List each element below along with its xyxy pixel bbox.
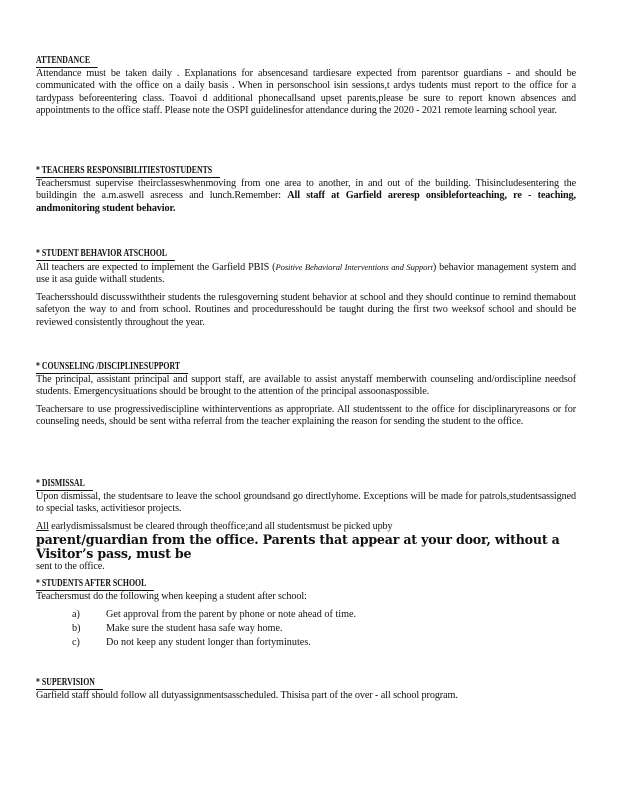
list-item xyxy=(72,608,576,622)
teachers-bold-text: All staff at Garfield areresp onsibleforteaching, re - teaching, andmonitoring student behavior. xyxy=(36,190,576,214)
attendance-heading: ATTENDANCE xyxy=(36,55,98,68)
supervision-text: Garfield staff should follow all dutyassignmentsasscheduled. Thisisa part of the over - all school program. xyxy=(36,690,458,701)
after-school-heading: * STUDENTS AFTER SCHOOL xyxy=(36,578,154,591)
dismissal-emphasis: parent/guardian from the office. Parents that appear at your door, without a Visitor’s pass, must be xyxy=(36,532,560,562)
teachers-body: Teachersmust supervise theirclasseswhenmoving from one area to another, in and out of the building. Thisincludesentering the buildingin the a.m.aswell asrecess and lunch.Remember: xyxy=(36,178,576,202)
teachers-heading: * TEACHERS RESPONSIBILITIESTOSTUDENTS xyxy=(36,165,220,178)
behavior-text-a: All teachers are expected to implement the Garfield PBIS ( xyxy=(36,262,276,273)
behavior-text-2: Teachersshould discusswiththeir students the rulesgoverning student behavior at school and they should continue to remind themabout safetyon the way to and from school. Routines and proceduresshould be taught during the first two weeksof school and should be reviewed consistently throughout the year. xyxy=(36,291,576,328)
attendance-text: Attendance must be taken daily . Explanations for absencesand tardiesare expected from parentsor guardians - and should be communicated with the office on a daily basis . When in personschool isin sessions,t ardys tudents must report to the office for a tardypass beforeentering class. Toavoi d additional phonecallsand upset parents,please be sure to report known absences and appointments to the office staff. Please note the OSPI guidelinesfor attendance during the 2020 - 2021 remote learning school year. xyxy=(36,68,576,117)
dismissal-all: All xyxy=(36,520,49,532)
behavior-heading: * STUDENT BEHAVIOR ATSCHOOL xyxy=(36,248,175,261)
behavior-text xyxy=(36,261,576,287)
after-school-section xyxy=(36,573,576,649)
dismissal-section xyxy=(36,473,576,574)
counseling-text-2: Teachersare to use progressivediscipline withinterventions as appropriate. All studentssent to the office for disciplinaryreasons or for counseling needs, should be sent witha referral from the teacher explaining the reason for sending the student to the office. xyxy=(36,403,576,428)
list-marker: c) xyxy=(72,636,80,648)
dismissal-text-3: sent to the office. xyxy=(36,561,105,573)
list-item xyxy=(72,636,576,650)
dismissal-text-2b: earlydismissalsmust be cleared through theoffice;and all studentsmust be picked upby xyxy=(48,520,393,532)
teachers-text xyxy=(36,178,576,215)
list-item-text: Do not keep any student longer than fortyminutes. xyxy=(106,636,311,648)
supervision-section xyxy=(36,672,576,702)
list-item-text: Get approval from the parent by phone or note ahead of time. xyxy=(106,609,357,621)
counseling-text: The principal, assistant principal and support staff, are available to assist anystaff memberwith counseling and/ordiscipline needsof students. Emergencysituations should be brought to the attention of the principal assoonaspossible. xyxy=(36,374,576,398)
list-item-text: Make sure the student hasa safe way home. xyxy=(106,623,283,634)
after-school-list xyxy=(72,608,576,649)
counseling-section xyxy=(36,356,576,429)
dismissal-heading: * DISMISSAL xyxy=(36,478,93,491)
behavior-text-b: ) behavior management system and use it asa guide withall students. xyxy=(36,262,576,286)
behavior-section xyxy=(36,243,576,329)
after-school-intro: Teachersmust do the following when keeping a student after school: xyxy=(36,591,307,602)
attendance-section xyxy=(36,50,576,118)
dismissal-text: Upon dismissal, the studentsare to leave the school groundsand go directlyhome. Exceptions will be made for patrols,studentsassigned to special tasks, activitiesor projects. xyxy=(36,491,576,515)
pbis-definition: Positive Behavioral Interventions and Support xyxy=(275,262,433,272)
teachers-section xyxy=(36,160,576,215)
supervision-heading: * SUPERVISION xyxy=(36,677,103,690)
list-item xyxy=(72,622,576,636)
counseling-heading: * COUNSELING /DISCIPLINESUPPORT xyxy=(36,361,188,374)
list-marker: b) xyxy=(72,623,81,634)
list-marker: a) xyxy=(72,609,80,621)
